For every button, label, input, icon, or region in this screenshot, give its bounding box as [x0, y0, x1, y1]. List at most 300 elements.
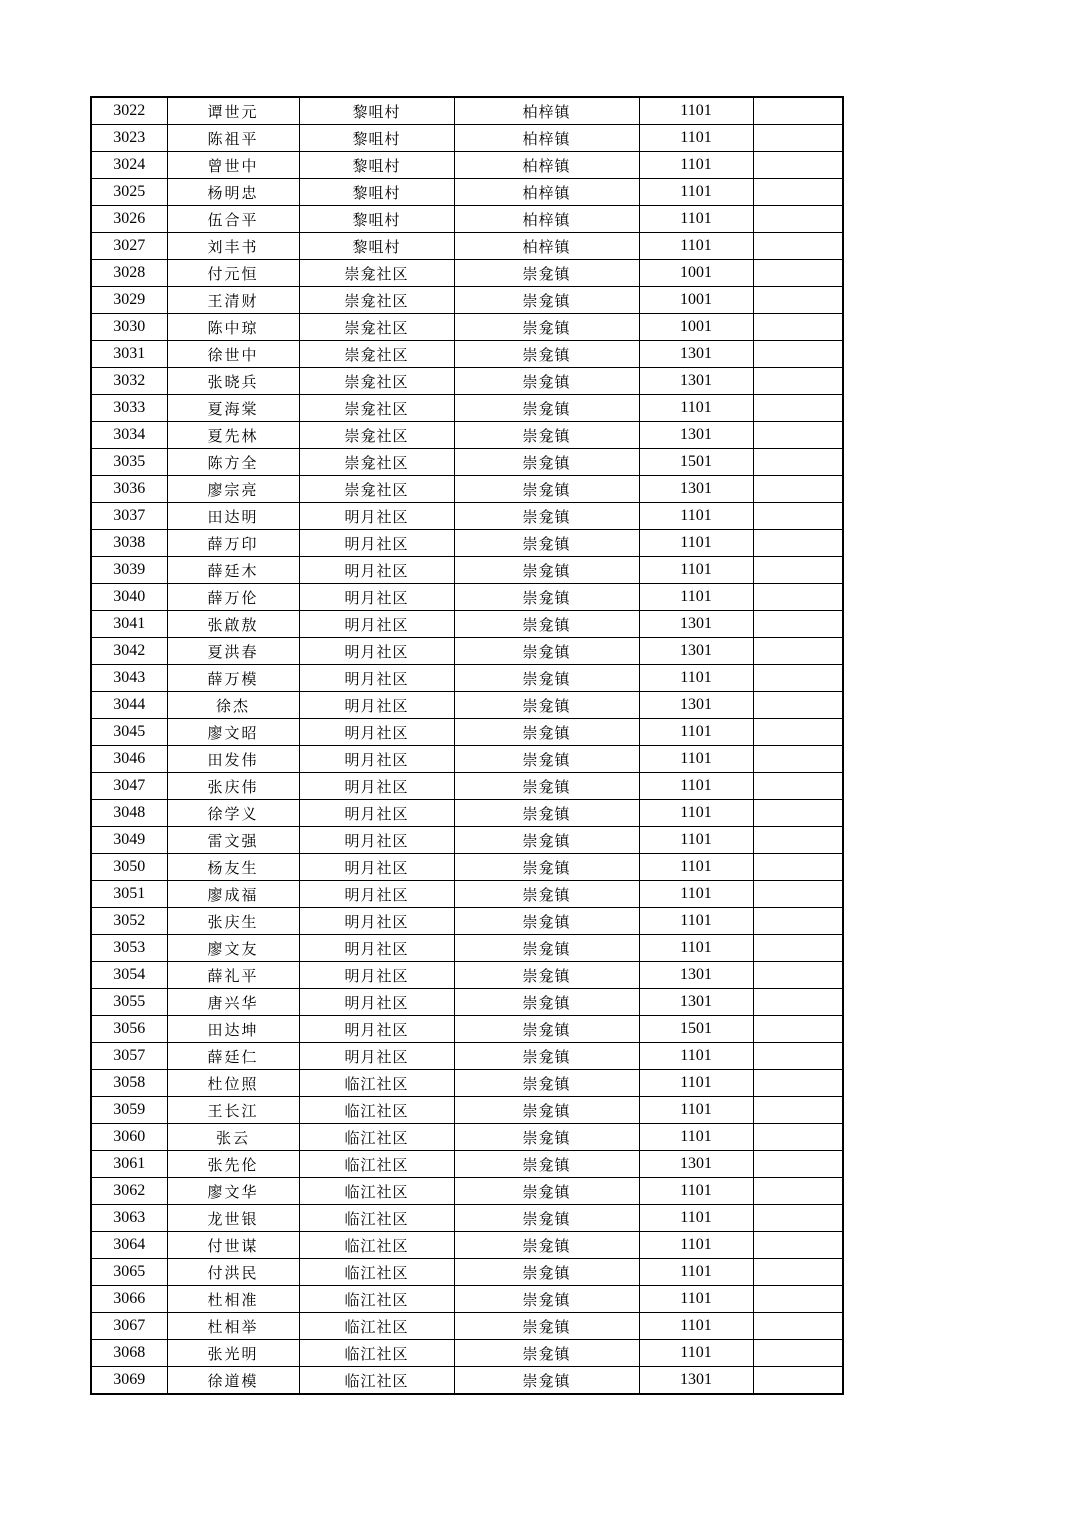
code-cell: 1101: [639, 719, 753, 746]
blank-cell: [753, 395, 843, 422]
village-cell: 临江社区: [299, 1205, 454, 1232]
table-row: [91, 449, 843, 476]
person-name-cell: 陈方全: [167, 449, 299, 476]
code-cell: 1101: [639, 881, 753, 908]
code-cell: 1301: [639, 611, 753, 638]
town-cell: 崇龛镇: [454, 773, 639, 800]
code-cell: 1101: [639, 97, 753, 125]
person-name-cell: 薛万模: [167, 665, 299, 692]
code-cell: 1301: [639, 962, 753, 989]
table-row: [91, 1340, 843, 1367]
village-cell: 黎咀村: [299, 206, 454, 233]
code-cell: 1101: [639, 1232, 753, 1259]
village-cell: 明月社区: [299, 692, 454, 719]
town-cell: 崇龛镇: [454, 314, 639, 341]
table-row: [91, 503, 843, 530]
town-cell: 崇龛镇: [454, 1151, 639, 1178]
table-row: [91, 611, 843, 638]
town-cell: 崇龛镇: [454, 935, 639, 962]
row-number-cell: 3063: [91, 1205, 167, 1232]
blank-cell: [753, 962, 843, 989]
village-cell: 崇龛社区: [299, 422, 454, 449]
village-cell: 崇龛社区: [299, 260, 454, 287]
town-cell: 崇龛镇: [454, 638, 639, 665]
code-cell: 1101: [639, 827, 753, 854]
person-name-cell: 伍合平: [167, 206, 299, 233]
row-number-cell: 3029: [91, 287, 167, 314]
blank-cell: [753, 773, 843, 800]
row-number-cell: 3023: [91, 125, 167, 152]
code-cell: 1101: [639, 935, 753, 962]
row-number-cell: 3069: [91, 1367, 167, 1395]
town-cell: 崇龛镇: [454, 1259, 639, 1286]
code-cell: 1101: [639, 530, 753, 557]
code-cell: 1101: [639, 1340, 753, 1367]
person-name-cell: 曾世中: [167, 152, 299, 179]
table-row: [91, 260, 843, 287]
person-name-cell: 陈中琼: [167, 314, 299, 341]
code-cell: 1101: [639, 125, 753, 152]
village-cell: 崇龛社区: [299, 395, 454, 422]
table-row: [91, 476, 843, 503]
blank-cell: [753, 908, 843, 935]
row-number-cell: 3031: [91, 341, 167, 368]
row-number-cell: 3030: [91, 314, 167, 341]
town-cell: 崇龛镇: [454, 368, 639, 395]
row-number-cell: 3025: [91, 179, 167, 206]
blank-cell: [753, 1016, 843, 1043]
person-name-cell: 刘丰书: [167, 233, 299, 260]
table-row: [91, 854, 843, 881]
person-name-cell: 王清财: [167, 287, 299, 314]
person-name-cell: 田发伟: [167, 746, 299, 773]
row-number-cell: 3026: [91, 206, 167, 233]
blank-cell: [753, 97, 843, 125]
town-cell: 柏梓镇: [454, 152, 639, 179]
town-cell: 崇龛镇: [454, 1340, 639, 1367]
blank-cell: [753, 503, 843, 530]
blank-cell: [753, 881, 843, 908]
town-cell: 崇龛镇: [454, 1097, 639, 1124]
person-name-cell: 杜相举: [167, 1313, 299, 1340]
village-cell: 明月社区: [299, 638, 454, 665]
blank-cell: [753, 746, 843, 773]
person-name-cell: 田达坤: [167, 1016, 299, 1043]
town-cell: 崇龛镇: [454, 449, 639, 476]
town-cell: 崇龛镇: [454, 962, 639, 989]
town-cell: 崇龛镇: [454, 692, 639, 719]
town-cell: 崇龛镇: [454, 1232, 639, 1259]
row-number-cell: 3042: [91, 638, 167, 665]
row-number-cell: 3052: [91, 908, 167, 935]
row-number-cell: 3054: [91, 962, 167, 989]
table-row: [91, 1151, 843, 1178]
person-name-cell: 雷文强: [167, 827, 299, 854]
village-cell: 黎咀村: [299, 125, 454, 152]
row-number-cell: 3046: [91, 746, 167, 773]
town-cell: 崇龛镇: [454, 1178, 639, 1205]
table-row: [91, 881, 843, 908]
village-cell: 临江社区: [299, 1340, 454, 1367]
blank-cell: [753, 233, 843, 260]
person-name-cell: 付世谋: [167, 1232, 299, 1259]
table-row: [91, 665, 843, 692]
code-cell: 1101: [639, 1205, 753, 1232]
town-cell: 崇龛镇: [454, 1367, 639, 1395]
code-cell: 1301: [639, 1367, 753, 1395]
village-cell: 崇龛社区: [299, 368, 454, 395]
table-row: [91, 800, 843, 827]
table-row: [91, 233, 843, 260]
town-cell: 柏梓镇: [454, 179, 639, 206]
row-number-cell: 3028: [91, 260, 167, 287]
town-cell: 崇龛镇: [454, 287, 639, 314]
town-cell: 崇龛镇: [454, 476, 639, 503]
code-cell: 1101: [639, 557, 753, 584]
blank-cell: [753, 665, 843, 692]
blank-cell: [753, 638, 843, 665]
table-row: [91, 179, 843, 206]
row-number-cell: 3040: [91, 584, 167, 611]
village-cell: 明月社区: [299, 665, 454, 692]
code-cell: 1101: [639, 665, 753, 692]
town-cell: 柏梓镇: [454, 206, 639, 233]
village-cell: 黎咀村: [299, 179, 454, 206]
person-name-cell: 廖文友: [167, 935, 299, 962]
table-row: [91, 1178, 843, 1205]
code-cell: 1101: [639, 152, 753, 179]
person-name-cell: 张先伦: [167, 1151, 299, 1178]
code-cell: 1101: [639, 1097, 753, 1124]
person-name-cell: 张光明: [167, 1340, 299, 1367]
table-row: [91, 1232, 843, 1259]
table-row: [91, 125, 843, 152]
row-number-cell: 3035: [91, 449, 167, 476]
village-cell: 明月社区: [299, 611, 454, 638]
person-name-cell: 谭世元: [167, 97, 299, 125]
table-row: [91, 1313, 843, 1340]
village-cell: 明月社区: [299, 584, 454, 611]
row-number-cell: 3067: [91, 1313, 167, 1340]
blank-cell: [753, 1340, 843, 1367]
village-cell: 临江社区: [299, 1070, 454, 1097]
person-name-cell: 廖文昭: [167, 719, 299, 746]
person-name-cell: 徐杰: [167, 692, 299, 719]
code-cell: 1101: [639, 1124, 753, 1151]
code-cell: 1001: [639, 314, 753, 341]
blank-cell: [753, 1124, 843, 1151]
row-number-cell: 3034: [91, 422, 167, 449]
village-cell: 临江社区: [299, 1313, 454, 1340]
row-number-cell: 3041: [91, 611, 167, 638]
person-name-cell: 夏洪春: [167, 638, 299, 665]
town-cell: 崇龛镇: [454, 854, 639, 881]
code-cell: 1101: [639, 1070, 753, 1097]
code-cell: 1101: [639, 746, 753, 773]
blank-cell: [753, 1097, 843, 1124]
row-number-cell: 3051: [91, 881, 167, 908]
town-cell: 崇龛镇: [454, 422, 639, 449]
town-cell: 崇龛镇: [454, 989, 639, 1016]
town-cell: 崇龛镇: [454, 1313, 639, 1340]
code-cell: 1101: [639, 1286, 753, 1313]
code-cell: 1101: [639, 584, 753, 611]
town-cell: 崇龛镇: [454, 341, 639, 368]
village-cell: 黎咀村: [299, 97, 454, 125]
table-row: [91, 368, 843, 395]
town-cell: 崇龛镇: [454, 665, 639, 692]
blank-cell: [753, 611, 843, 638]
row-number-cell: 3055: [91, 989, 167, 1016]
row-number-cell: 3060: [91, 1124, 167, 1151]
blank-cell: [753, 125, 843, 152]
row-number-cell: 3056: [91, 1016, 167, 1043]
row-number-cell: 3038: [91, 530, 167, 557]
blank-cell: [753, 1313, 843, 1340]
town-cell: 崇龛镇: [454, 395, 639, 422]
blank-cell: [753, 206, 843, 233]
row-number-cell: 3045: [91, 719, 167, 746]
table-row: [91, 1097, 843, 1124]
blank-cell: [753, 314, 843, 341]
person-name-cell: 徐道模: [167, 1367, 299, 1395]
person-name-cell: 杜位照: [167, 1070, 299, 1097]
blank-cell: [753, 476, 843, 503]
village-cell: 明月社区: [299, 881, 454, 908]
blank-cell: [753, 1070, 843, 1097]
town-cell: 崇龛镇: [454, 719, 639, 746]
blank-cell: [753, 341, 843, 368]
village-cell: 明月社区: [299, 908, 454, 935]
table-row: [91, 314, 843, 341]
person-name-cell: 杜相准: [167, 1286, 299, 1313]
town-cell: 柏梓镇: [454, 233, 639, 260]
town-cell: 崇龛镇: [454, 746, 639, 773]
row-number-cell: 3059: [91, 1097, 167, 1124]
town-cell: 崇龛镇: [454, 881, 639, 908]
village-cell: 崇龛社区: [299, 341, 454, 368]
row-number-cell: 3044: [91, 692, 167, 719]
table-row: [91, 97, 843, 125]
blank-cell: [753, 584, 843, 611]
blank-cell: [753, 692, 843, 719]
table-row: [91, 1016, 843, 1043]
table-row: [91, 395, 843, 422]
blank-cell: [753, 449, 843, 476]
town-cell: 崇龛镇: [454, 1286, 639, 1313]
code-cell: 1101: [639, 908, 753, 935]
row-number-cell: 3062: [91, 1178, 167, 1205]
table-row: [91, 422, 843, 449]
village-cell: 临江社区: [299, 1232, 454, 1259]
row-number-cell: 3064: [91, 1232, 167, 1259]
village-cell: 明月社区: [299, 746, 454, 773]
village-cell: 明月社区: [299, 935, 454, 962]
table-row: [91, 746, 843, 773]
code-cell: 1001: [639, 287, 753, 314]
row-number-cell: 3043: [91, 665, 167, 692]
row-number-cell: 3022: [91, 97, 167, 125]
person-name-cell: 龙世银: [167, 1205, 299, 1232]
town-cell: 崇龛镇: [454, 530, 639, 557]
village-cell: 明月社区: [299, 503, 454, 530]
town-cell: 柏梓镇: [454, 125, 639, 152]
village-cell: 崇龛社区: [299, 449, 454, 476]
row-number-cell: 3066: [91, 1286, 167, 1313]
code-cell: 1101: [639, 395, 753, 422]
table-row: [91, 341, 843, 368]
person-name-cell: 张云: [167, 1124, 299, 1151]
village-cell: 崇龛社区: [299, 314, 454, 341]
code-cell: 1001: [639, 260, 753, 287]
code-cell: 1101: [639, 773, 753, 800]
village-cell: 黎咀村: [299, 233, 454, 260]
table-row: [91, 206, 843, 233]
code-cell: 1301: [639, 692, 753, 719]
table-row: [91, 287, 843, 314]
table-row: [91, 1124, 843, 1151]
blank-cell: [753, 827, 843, 854]
code-cell: 1301: [639, 1151, 753, 1178]
town-cell: 崇龛镇: [454, 1124, 639, 1151]
row-number-cell: 3065: [91, 1259, 167, 1286]
code-cell: 1101: [639, 854, 753, 881]
code-cell: 1301: [639, 422, 753, 449]
blank-cell: [753, 719, 843, 746]
code-cell: 1301: [639, 341, 753, 368]
code-cell: 1101: [639, 179, 753, 206]
blank-cell: [753, 1151, 843, 1178]
person-name-cell: 夏先林: [167, 422, 299, 449]
table-row: [91, 827, 843, 854]
village-cell: 明月社区: [299, 989, 454, 1016]
table-row: [91, 692, 843, 719]
person-name-cell: 付元恒: [167, 260, 299, 287]
table-row: [91, 908, 843, 935]
table-row: [91, 530, 843, 557]
village-cell: 临江社区: [299, 1367, 454, 1395]
row-number-cell: 3050: [91, 854, 167, 881]
person-name-cell: 薛万印: [167, 530, 299, 557]
table-row: [91, 1205, 843, 1232]
person-name-cell: 薛万伦: [167, 584, 299, 611]
row-number-cell: 3027: [91, 233, 167, 260]
town-cell: 柏梓镇: [454, 97, 639, 125]
code-cell: 1301: [639, 476, 753, 503]
village-cell: 明月社区: [299, 827, 454, 854]
table-row: [91, 1070, 843, 1097]
town-cell: 崇龛镇: [454, 260, 639, 287]
village-cell: 崇龛社区: [299, 287, 454, 314]
village-cell: 临江社区: [299, 1151, 454, 1178]
row-number-cell: 3033: [91, 395, 167, 422]
person-name-cell: 薛礼平: [167, 962, 299, 989]
village-cell: 明月社区: [299, 530, 454, 557]
code-cell: 1301: [639, 638, 753, 665]
row-number-cell: 3049: [91, 827, 167, 854]
town-cell: 崇龛镇: [454, 800, 639, 827]
code-cell: 1101: [639, 206, 753, 233]
village-cell: 明月社区: [299, 557, 454, 584]
person-name-cell: 夏海棠: [167, 395, 299, 422]
blank-cell: [753, 368, 843, 395]
table-row: [91, 719, 843, 746]
table-row: [91, 1367, 843, 1395]
row-number-cell: 3036: [91, 476, 167, 503]
town-cell: 崇龛镇: [454, 1043, 639, 1070]
person-name-cell: 廖成福: [167, 881, 299, 908]
blank-cell: [753, 1232, 843, 1259]
person-name-cell: 杨明忠: [167, 179, 299, 206]
blank-cell: [753, 152, 843, 179]
person-name-cell: 廖宗亮: [167, 476, 299, 503]
village-cell: 临江社区: [299, 1259, 454, 1286]
code-cell: 1101: [639, 1178, 753, 1205]
row-number-cell: 3039: [91, 557, 167, 584]
village-cell: 明月社区: [299, 719, 454, 746]
person-name-cell: 杨友生: [167, 854, 299, 881]
town-cell: 崇龛镇: [454, 611, 639, 638]
table-row: [91, 962, 843, 989]
town-cell: 崇龛镇: [454, 827, 639, 854]
table-row: [91, 773, 843, 800]
person-name-cell: 薛廷仁: [167, 1043, 299, 1070]
table-row: [91, 584, 843, 611]
code-cell: 1101: [639, 503, 753, 530]
person-name-cell: 廖文华: [167, 1178, 299, 1205]
village-cell: 明月社区: [299, 1016, 454, 1043]
village-cell: 黎咀村: [299, 152, 454, 179]
town-cell: 崇龛镇: [454, 1070, 639, 1097]
person-name-cell: 徐世中: [167, 341, 299, 368]
roster-table-body: [91, 97, 843, 1394]
code-cell: 1101: [639, 1259, 753, 1286]
person-name-cell: 薛廷木: [167, 557, 299, 584]
table-row: [91, 638, 843, 665]
roster-table: [90, 96, 844, 1395]
person-name-cell: 张庆生: [167, 908, 299, 935]
village-cell: 临江社区: [299, 1097, 454, 1124]
row-number-cell: 3068: [91, 1340, 167, 1367]
person-name-cell: 张晓兵: [167, 368, 299, 395]
row-number-cell: 3048: [91, 800, 167, 827]
blank-cell: [753, 989, 843, 1016]
blank-cell: [753, 179, 843, 206]
village-cell: 临江社区: [299, 1178, 454, 1205]
row-number-cell: 3057: [91, 1043, 167, 1070]
village-cell: 明月社区: [299, 962, 454, 989]
blank-cell: [753, 557, 843, 584]
table-row: [91, 1259, 843, 1286]
code-cell: 1301: [639, 368, 753, 395]
code-cell: 1501: [639, 1016, 753, 1043]
blank-cell: [753, 800, 843, 827]
person-name-cell: 张庆伟: [167, 773, 299, 800]
blank-cell: [753, 530, 843, 557]
blank-cell: [753, 1286, 843, 1313]
person-name-cell: 田达明: [167, 503, 299, 530]
person-name-cell: 陈祖平: [167, 125, 299, 152]
row-number-cell: 3053: [91, 935, 167, 962]
blank-cell: [753, 287, 843, 314]
person-name-cell: 付洪民: [167, 1259, 299, 1286]
blank-cell: [753, 1043, 843, 1070]
code-cell: 1101: [639, 1313, 753, 1340]
row-number-cell: 3032: [91, 368, 167, 395]
row-number-cell: 3047: [91, 773, 167, 800]
table-row: [91, 152, 843, 179]
town-cell: 崇龛镇: [454, 584, 639, 611]
